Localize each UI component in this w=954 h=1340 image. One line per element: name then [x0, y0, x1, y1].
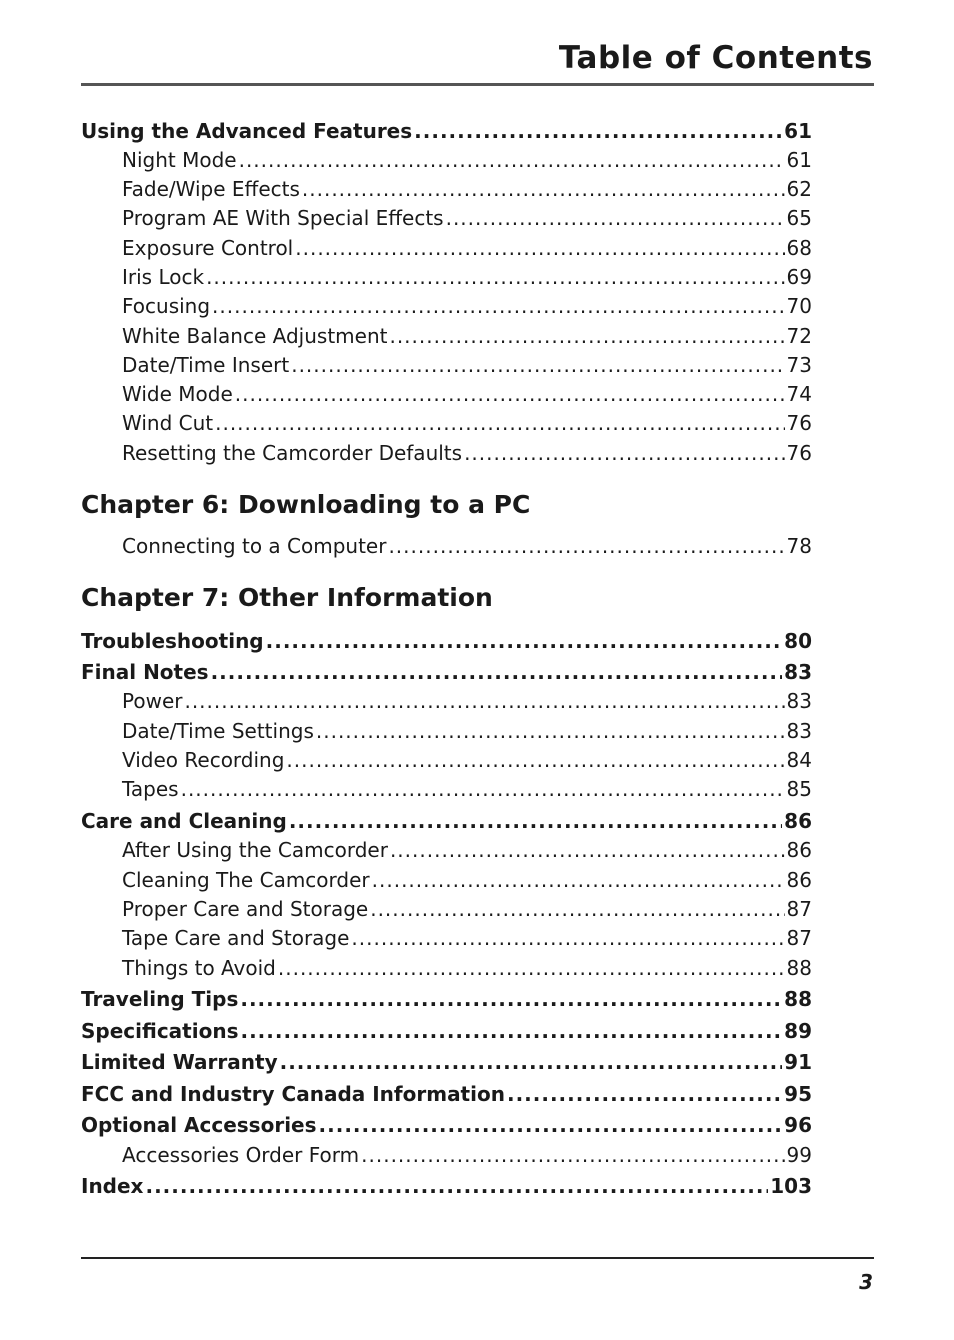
toc-entry-page: 83	[784, 660, 812, 684]
dot-leader	[289, 809, 782, 833]
toc-entry-label: Resetting the Camcorder Defaults	[122, 441, 463, 465]
dot-leader	[464, 441, 784, 465]
dot-leader	[280, 1050, 783, 1074]
toc-entry[interactable]	[122, 411, 812, 435]
toc-entry-label: Accessories Order Form	[122, 1143, 360, 1167]
toc-entry-label: Fade/Wipe Effects	[122, 177, 300, 201]
toc-entry-page: 87	[786, 897, 812, 921]
dot-leader	[351, 926, 784, 950]
dot-leader	[215, 411, 784, 435]
toc-entry[interactable]	[122, 1143, 812, 1167]
toc-entry-page: 68	[786, 236, 812, 260]
toc-entry-page: 74	[786, 382, 812, 406]
dot-leader	[414, 119, 782, 143]
toc-entry[interactable]	[122, 353, 812, 377]
dot-leader	[316, 719, 785, 743]
toc-entry-page: 65	[786, 206, 812, 230]
toc-entry-page: 76	[786, 441, 812, 465]
toc-entry[interactable]	[122, 897, 812, 921]
chapter-heading: Chapter 6: Downloading to a PC	[81, 490, 531, 519]
dot-leader	[181, 777, 785, 801]
toc-entry-page: 85	[786, 777, 812, 801]
toc-entry-label: Program AE With Special Effects	[122, 206, 444, 230]
toc-entry-label: Cleaning The Camcorder	[122, 868, 370, 892]
dot-leader	[295, 236, 784, 260]
toc-entry-page: 88	[786, 956, 812, 980]
toc-entry-page: 87	[786, 926, 812, 950]
dot-leader	[211, 660, 783, 684]
toc-entry-label: FCC and Industry Canada Information	[81, 1082, 505, 1106]
toc-entry-page: 96	[784, 1113, 812, 1137]
toc-entry-label: White Balance Adjustment	[122, 324, 388, 348]
toc-entry-label: Date/Time Insert	[122, 353, 290, 377]
toc-entry-label: Traveling Tips	[81, 987, 239, 1011]
toc-entry[interactable]	[122, 926, 812, 950]
toc-entry-page: 70	[786, 294, 812, 318]
toc-entry-label: Specifications	[81, 1019, 239, 1043]
toc-entry-page: 72	[786, 324, 812, 348]
toc-entry-page: 61	[784, 119, 812, 143]
toc-entry-label: Tapes	[122, 777, 179, 801]
toc-entry-label: Care and Cleaning	[81, 809, 287, 833]
toc-entry-page: 83	[786, 689, 812, 713]
toc-entry[interactable]	[122, 236, 812, 260]
toc-entry-page: 83	[786, 719, 812, 743]
header-rule	[81, 83, 874, 86]
toc-entry-label: Limited Warranty	[81, 1050, 278, 1074]
dot-leader	[302, 177, 785, 201]
dot-leader	[206, 265, 784, 289]
toc-entry[interactable]	[122, 294, 812, 318]
toc-entry-label: After Using the Camcorder	[122, 838, 388, 862]
dot-leader	[240, 987, 782, 1011]
toc-entry[interactable]	[81, 987, 812, 1011]
toc-entry[interactable]	[81, 1050, 812, 1074]
toc-entry-label: Index	[81, 1174, 144, 1198]
toc-entry[interactable]	[81, 1019, 812, 1043]
toc-entry-label: Troubleshooting	[81, 629, 264, 653]
toc-entry-label: Final Notes	[81, 660, 209, 684]
toc-entry[interactable]	[81, 660, 812, 684]
toc-entry-label: Things to Avoid	[122, 956, 276, 980]
toc-entry[interactable]	[81, 1113, 812, 1137]
dot-leader	[291, 353, 784, 377]
toc-entry[interactable]	[81, 629, 812, 653]
dot-leader	[370, 897, 784, 921]
toc-entry[interactable]	[122, 719, 812, 743]
toc-entry[interactable]	[122, 838, 812, 862]
toc-entry[interactable]	[122, 748, 812, 772]
chapter-heading: Chapter 7: Other Information	[81, 583, 493, 612]
dot-leader	[212, 294, 785, 318]
dot-leader	[446, 206, 785, 230]
toc-entry-page: 73	[786, 353, 812, 377]
toc-entry-label: Exposure Control	[122, 236, 294, 260]
toc-entry[interactable]	[81, 119, 812, 143]
toc-entry[interactable]	[122, 324, 812, 348]
toc-entry-page: 103	[770, 1174, 812, 1198]
dot-leader	[319, 1113, 783, 1137]
toc-entry-label: Focusing	[122, 294, 211, 318]
dot-leader	[278, 956, 785, 980]
toc-entry-label: Wide Mode	[122, 382, 233, 406]
toc-entry-label: Iris Lock	[122, 265, 205, 289]
toc-entry-page: 91	[784, 1050, 812, 1074]
toc-entry-page: 76	[786, 411, 812, 435]
footer-rule	[81, 1257, 874, 1259]
toc-entry-page: 95	[784, 1082, 812, 1106]
dot-leader	[184, 689, 784, 713]
dot-leader	[235, 382, 785, 406]
dot-leader	[372, 868, 785, 892]
toc-entry-label: Night Mode	[122, 148, 237, 172]
page-title: Table of Contents	[558, 40, 873, 76]
page-number: 3	[859, 1270, 873, 1294]
dot-leader	[145, 1174, 768, 1198]
toc-entry-page: 80	[784, 629, 812, 653]
dot-leader	[239, 148, 785, 172]
toc-entry[interactable]	[122, 868, 812, 892]
toc-entry-page: 89	[784, 1019, 812, 1043]
toc-entry[interactable]	[122, 177, 812, 201]
dot-leader	[389, 324, 784, 348]
toc-entry[interactable]	[81, 1082, 812, 1106]
dot-leader	[266, 629, 783, 653]
toc-entry-label: Optional Accessories	[81, 1113, 317, 1137]
toc-entry-page: 69	[786, 265, 812, 289]
dot-leader	[388, 534, 784, 558]
dot-leader	[240, 1019, 782, 1043]
dot-leader	[507, 1082, 782, 1106]
toc-entry[interactable]	[122, 441, 812, 465]
toc-entry[interactable]	[122, 689, 812, 713]
toc-entry[interactable]	[122, 148, 812, 172]
toc-entry-page: 86	[786, 838, 812, 862]
toc-entry-page: 78	[786, 534, 812, 558]
toc-entry-page: 88	[784, 987, 812, 1011]
toc-entry-page: 84	[786, 748, 812, 772]
toc-entry-page: 86	[784, 809, 812, 833]
toc-entry-page: 61	[786, 148, 812, 172]
toc-entry-page: 62	[786, 177, 812, 201]
toc-entry-label: Tape Care and Storage	[122, 926, 350, 950]
dot-leader	[390, 838, 785, 862]
toc-entry-label: Using the Advanced Features	[81, 119, 413, 143]
toc-entry[interactable]	[122, 534, 812, 558]
toc-entry[interactable]	[122, 265, 812, 289]
dot-leader	[286, 748, 784, 772]
toc-entry-label: Proper Care and Storage	[122, 897, 369, 921]
toc-entry[interactable]	[122, 956, 812, 980]
toc-entry[interactable]	[122, 777, 812, 801]
toc-entry-label: Connecting to a Computer	[122, 534, 387, 558]
toc-entry-label: Power	[122, 689, 183, 713]
toc-entry-label: Date/Time Settings	[122, 719, 314, 743]
toc-entry[interactable]	[81, 809, 812, 833]
toc-entry-label: Video Recording	[122, 748, 285, 772]
toc-entry-page: 86	[786, 868, 812, 892]
toc-entry-label: Wind Cut	[122, 411, 214, 435]
toc-entry[interactable]	[122, 206, 812, 230]
toc-entry[interactable]	[81, 1174, 812, 1198]
toc-entry-page: 99	[786, 1143, 812, 1167]
dot-leader	[361, 1143, 784, 1167]
toc-entry[interactable]	[122, 382, 812, 406]
